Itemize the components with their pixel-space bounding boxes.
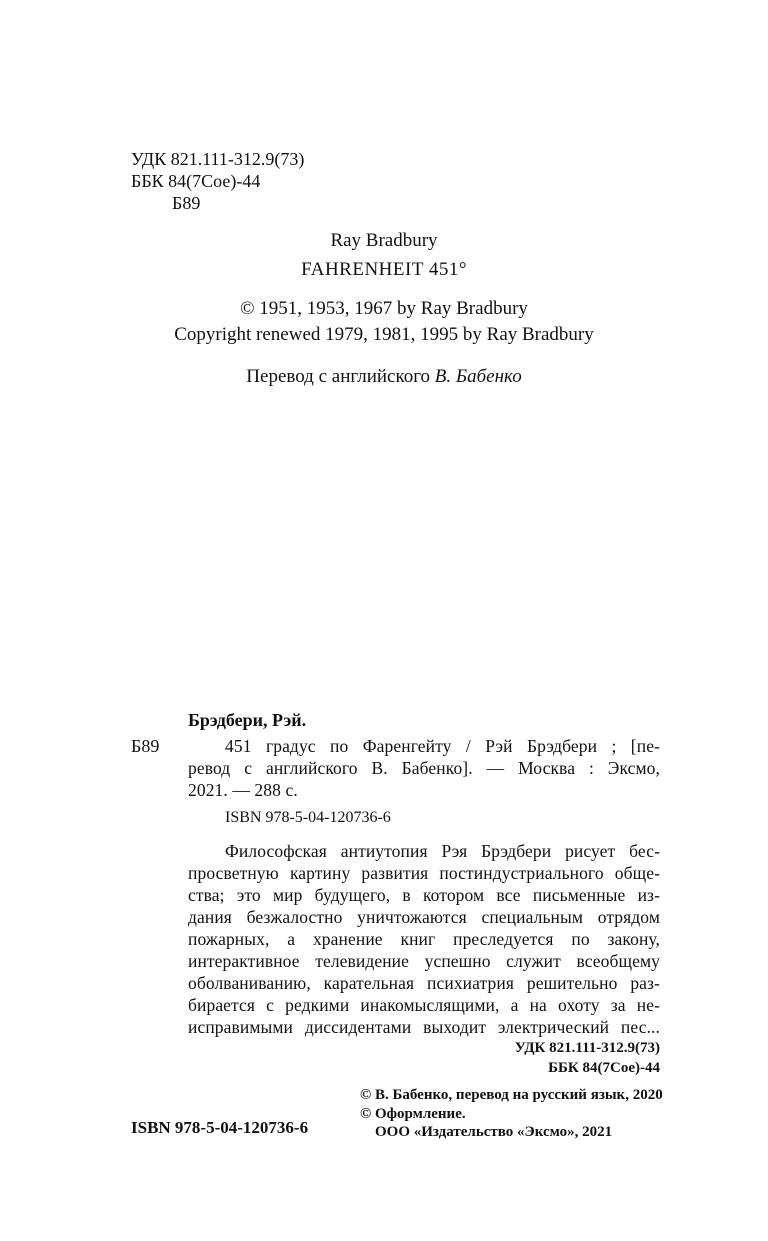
publisher-copyright: ООО «Издательство «Эксмо», 2021 bbox=[375, 1124, 613, 1140]
annotation-line: бирается с редкими инакомыслящими, а на охоту за не- bbox=[188, 995, 660, 1015]
annotation-line: дания безжалостно уничтожаются специальным отрядом bbox=[188, 907, 660, 927]
catalog-heading: Брэдбери, Рэй. bbox=[188, 710, 307, 730]
annotation-line: интерактивное телевидение успешно служит всеобщему bbox=[188, 951, 660, 971]
catalog-isbn: ISBN 978-5-04-120736-6 bbox=[225, 809, 391, 826]
annotation-line: пожарных, а хранение книг преследуется по закону, bbox=[188, 929, 660, 949]
translation-prefix: Перевод с английского bbox=[246, 366, 431, 387]
catalog-bbk: ББК 84(7Сое)-44 bbox=[548, 1060, 660, 1076]
original-title: FAHRENHEIT 451° bbox=[301, 259, 467, 280]
annotation-line: исправимыми диссидентами выходит электрический пес... bbox=[188, 1017, 660, 1037]
original-author: Ray Bradbury bbox=[330, 230, 438, 251]
catalog-udk: УДК 821.111-312.9(73) bbox=[514, 1040, 660, 1056]
footer-isbn: ISBN 978-5-04-120736-6 bbox=[131, 1118, 309, 1137]
catalog-description-line: 2021. — 288 с. bbox=[188, 780, 298, 800]
catalog-author-mark: Б89 bbox=[131, 736, 160, 756]
copyright-original: © 1951, 1953, 1967 by Ray Bradbury bbox=[240, 298, 528, 319]
translation-credit bbox=[0, 365, 768, 389]
copyright-translation: © В. Бабенко, перевод на русский язык, 2020 bbox=[360, 1087, 663, 1103]
annotation-line: ства; это мир будущего, в котором все письменные из- bbox=[188, 885, 660, 905]
translator-name: В. Бабенко bbox=[434, 366, 522, 387]
annotation-line: оболваниванию, карательная психиатрия решительно раз- bbox=[188, 973, 660, 993]
bbk-code: ББК 84(7Сое)-44 bbox=[131, 171, 261, 191]
catalog-description-line: ревод с английского В. Бабенко]. — Москва : Эксмо, bbox=[188, 758, 660, 778]
copyright-design: © Оформление. bbox=[360, 1106, 466, 1122]
udk-code: УДК 821.111-312.9(73) bbox=[131, 149, 305, 169]
author-mark: Б89 bbox=[172, 193, 201, 213]
annotation-line: Философская антиутопия Рэя Брэдбери рисует бес- bbox=[225, 841, 660, 861]
annotation-line: просветную картину развития постиндустриального обще- bbox=[188, 863, 660, 883]
copyright-renewed: Copyright renewed 1979, 1981, 1995 by Ray Bradbury bbox=[174, 324, 594, 345]
catalog-description-line: 451 градус по Фаренгейту / Рэй Брэдбери ; [пе- bbox=[225, 736, 660, 756]
